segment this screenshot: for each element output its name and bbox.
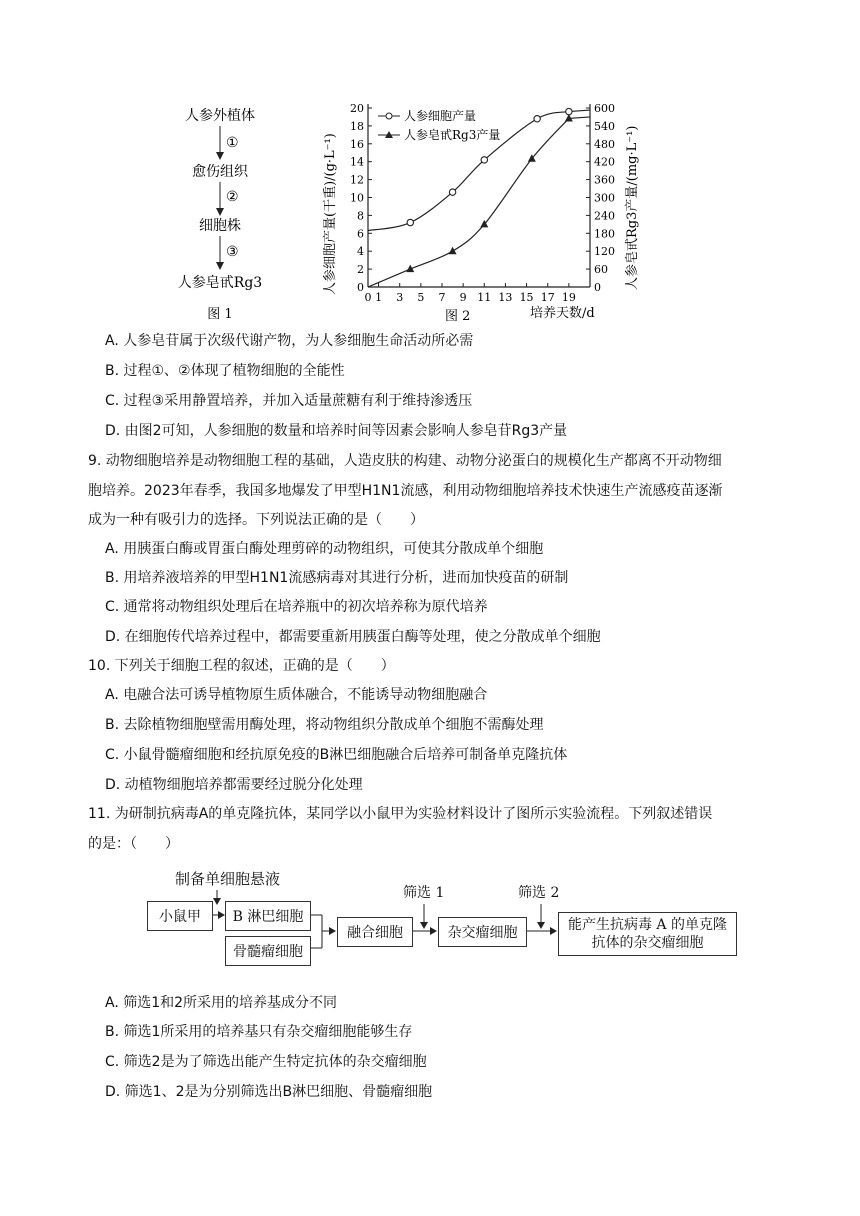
right-tick-label: 0 xyxy=(594,281,601,294)
flow-screen-1: 筛选 1 xyxy=(403,885,445,901)
left-tick-label: 16 xyxy=(350,137,364,151)
right-tick-label: 180 xyxy=(594,227,615,241)
x-tick-label: 19 xyxy=(561,291,576,304)
chart-legend xyxy=(378,108,500,142)
flow-screen-2: 筛选 2 xyxy=(518,885,560,901)
legend-rg3-yield: 人参皂甙Rg3产量 xyxy=(404,128,501,142)
q10-option-d: D. 动植物细胞培养都需要经过脱分化处理 xyxy=(105,777,363,793)
legend-cell-yield: 人参细胞产量 xyxy=(404,109,477,123)
fig1-step-cellline: 细胞株 xyxy=(199,218,241,234)
series-line-2 xyxy=(368,117,590,287)
x-tick-label: 3 xyxy=(396,291,404,304)
right-tick-label: 360 xyxy=(594,173,615,187)
q10-stem: 10. 下列关于细胞工程的叙述，正确的是（ ） xyxy=(88,658,395,674)
q8-option-b: B. 过程①、②体现了植物细胞的全能性 xyxy=(105,363,345,379)
cell-yield-point xyxy=(566,108,572,114)
q11-stem-line-1: 11. 为研制抗病毒A的单克隆抗体，某同学以小鼠甲为实验材料设计了图所示实验流程。下列叙述错误 xyxy=(88,806,713,822)
x-tick-label: 11 xyxy=(477,291,492,304)
right-tick-label: 480 xyxy=(594,137,615,151)
cell-yield-point xyxy=(449,189,455,195)
x-axis-label: 培养天数/d xyxy=(530,306,595,321)
left-axis-label: 人参细胞产量(干重)/(g·L⁻¹) xyxy=(323,133,338,295)
flow-box-b-cell: B 淋巴细胞 xyxy=(225,901,311,931)
q8-option-d: D. 由图2可知，人参细胞的数量和培养时间等因素会影响人参皂苷Rg3产量 xyxy=(105,423,568,439)
q9-option-d: D. 在细胞传代培养过程中，都需要重新用胰蛋白酶等处理，使之分散成单个细胞 xyxy=(105,629,601,645)
left-tick-label: 14 xyxy=(350,155,364,169)
q9-stem-line-2: 胞培养。2023年春季，我国多地爆发了甲型H1N1流感，利用动物细胞培养技术快速生产流感疫苗逐渐 xyxy=(88,483,723,499)
left-tick-label: 6 xyxy=(357,227,364,241)
q10-option-b: B. 去除植物细胞壁需用酶处理，将动物组织分散成单个细胞不需酶处理 xyxy=(105,717,544,733)
right-tick-label: 540 xyxy=(594,119,615,133)
left-tick-label: 4 xyxy=(357,245,364,259)
flow-box-mouse: 小鼠甲 xyxy=(147,901,213,931)
x-tick-label: 1 xyxy=(375,291,383,304)
right-tick-label: 420 xyxy=(594,155,615,169)
x-tick-label: 15 xyxy=(519,291,534,304)
q8-option-a: A. 人参皂苷属于次级代谢产物，为人参细胞生命活动所必需 xyxy=(105,333,474,349)
fig1-step-explant: 人参外植体 xyxy=(185,108,255,124)
cell-yield-point xyxy=(534,116,540,122)
figure-2-chart xyxy=(320,95,650,325)
flow-box-hybridoma: 杂交瘤细胞 xyxy=(438,917,527,947)
x-tick-label: 13 xyxy=(498,291,513,304)
x-tick-label: 5 xyxy=(417,291,425,304)
left-tick-label: 0 xyxy=(357,281,364,294)
fig1-arrow-2: ② xyxy=(226,189,239,205)
left-tick-label: 12 xyxy=(350,173,364,187)
q11-flow-diagram xyxy=(159,868,860,978)
legend-circle-marker xyxy=(386,113,392,119)
fig1-step-callus: 愈伤组织 xyxy=(192,164,248,180)
x-tick-label: 0 xyxy=(364,291,372,304)
right-tick-label: 240 xyxy=(594,209,615,223)
x-tick-label: 9 xyxy=(459,291,467,304)
left-tick-label: 18 xyxy=(350,119,364,133)
x-tick-label: 7 xyxy=(438,291,446,304)
fig1-arrow-1: ① xyxy=(226,135,239,151)
flow-box-final xyxy=(558,912,737,956)
flow-box-fused: 融合细胞 xyxy=(337,917,413,947)
cell-yield-point xyxy=(481,157,487,163)
q10-option-a: A. 电融合法可诱导植物原生质体融合，不能诱导动物细胞融合 xyxy=(105,687,488,703)
left-tick-label: 8 xyxy=(357,209,364,223)
left-tick-label: 20 xyxy=(350,102,364,115)
figure-1 xyxy=(170,100,290,325)
flow-final-line-1: 能产生抗病毒 A 的单克隆 xyxy=(567,917,727,933)
right-tick-label: 300 xyxy=(594,191,615,205)
q9-option-c: C. 通常将动物组织处理后在培养瓶中的初次培养称为原代培养 xyxy=(105,599,488,615)
rg3-yield-point xyxy=(449,247,457,255)
q10-option-c: C. 小鼠骨髓瘤细胞和经抗原免疫的B淋巴细胞融合后培养可制备单克隆抗体 xyxy=(105,747,568,763)
right-axis-label: 人参皂甙Rg3产量/(mg·L⁻¹) xyxy=(625,125,640,290)
q11-option-d: D. 筛选1、2是为分别筛选出B淋巴细胞、骨髓瘤细胞 xyxy=(105,1084,433,1100)
q9-option-b: B. 用培养液培养的甲型H1N1流感病毒对其进行分析，进而加快疫苗的研制 xyxy=(105,570,569,586)
right-tick-label: 600 xyxy=(594,102,615,115)
right-tick-label: 120 xyxy=(594,245,615,259)
q11-option-a: A. 筛选1和2所采用的培养基成分不同 xyxy=(105,995,338,1011)
q11-option-c: C. 筛选2是为了筛选出能产生特定抗体的杂交瘤细胞 xyxy=(105,1054,427,1070)
flow-final-line-2: 抗体的杂交瘤细胞 xyxy=(591,935,704,951)
flow-box-myeloma: 骨髓瘤细胞 xyxy=(225,936,311,966)
cell-yield-point xyxy=(407,219,413,225)
left-tick-label: 2 xyxy=(357,263,364,277)
flow-title: 制备单细胞悬液 xyxy=(175,870,281,888)
q11-option-b: B. 筛选1所采用的培养基只有杂交瘤细胞能够生存 xyxy=(105,1024,413,1040)
fig1-step-rg3: 人参皂甙Rg3 xyxy=(177,275,263,291)
q11-stem-line-2: 的是：（ ） xyxy=(88,836,179,852)
q8-option-c: C. 过程③采用静置培养，并加入适量蔗糖有利于维持渗透压 xyxy=(105,393,473,409)
q9-option-a: A. 用胰蛋白酶或胃蛋白酶处理剪碎的动物组织，可使其分散成单个细胞 xyxy=(105,541,544,557)
right-tick-label: 60 xyxy=(594,263,608,277)
q9-stem-line-3: 成为一种有吸引力的选择。下列说法正确的是（ ） xyxy=(88,512,424,528)
x-tick-label: 17 xyxy=(540,291,555,304)
q9-stem-line-1: 9. 动物细胞培养是动物细胞工程的基础，人造皮肤的构建、动物分泌蛋白的规模化生产都离不开动物细 xyxy=(88,453,722,469)
left-tick-label: 10 xyxy=(350,191,364,205)
fig2-caption: 图 2 xyxy=(445,309,471,324)
fig1-caption: 图 1 xyxy=(207,307,233,322)
fig1-arrow-3: ③ xyxy=(226,244,239,260)
